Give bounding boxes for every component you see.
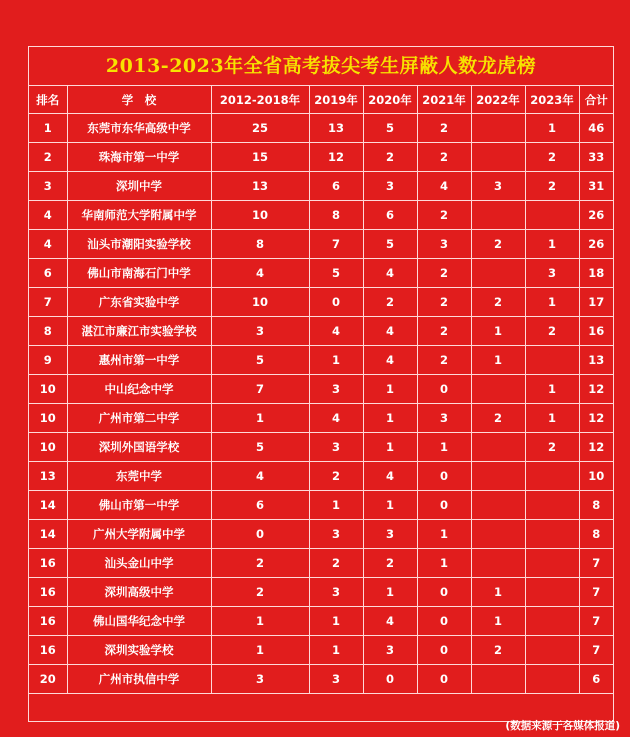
y2020-cell: 1 — [363, 404, 417, 433]
header-row — [29, 86, 613, 114]
school-cell: 深圳外国语学校 — [67, 433, 211, 462]
total-cell: 33 — [579, 143, 613, 172]
total-cell: 12 — [579, 404, 613, 433]
y2023-cell — [525, 607, 579, 636]
table-row — [29, 578, 613, 607]
y2021-cell: 2 — [417, 259, 471, 288]
y2022-cell — [471, 143, 525, 172]
y2023-cell — [525, 636, 579, 665]
total-cell: 18 — [579, 259, 613, 288]
y2023-cell — [525, 201, 579, 230]
school-cell: 深圳实验学校 — [67, 636, 211, 665]
y2023-cell: 1 — [525, 230, 579, 259]
y2012-2018-cell: 1 — [211, 636, 309, 665]
y2021-cell: 0 — [417, 491, 471, 520]
y2012-2018-cell: 10 — [211, 201, 309, 230]
rank-cell: 10 — [29, 375, 67, 404]
y2023-cell — [525, 549, 579, 578]
table-row — [29, 230, 613, 259]
school-cell: 广州市第二中学 — [67, 404, 211, 433]
y2019-cell: 3 — [309, 520, 363, 549]
y2022-cell — [471, 462, 525, 491]
school-cell: 东莞市东华高级中学 — [67, 114, 211, 143]
y2022-cell — [471, 433, 525, 462]
y2020-cell: 5 — [363, 230, 417, 259]
ranking-table — [29, 86, 613, 694]
y2012-2018-cell: 4 — [211, 462, 309, 491]
table-row — [29, 201, 613, 230]
school-cell: 深圳高级中学 — [67, 578, 211, 607]
y2021-cell: 0 — [417, 578, 471, 607]
y2012-2018-cell: 13 — [211, 172, 309, 201]
y2012-2018-cell: 5 — [211, 346, 309, 375]
y2022-cell: 1 — [471, 346, 525, 375]
total-cell: 46 — [579, 114, 613, 143]
y2020-cell: 4 — [363, 607, 417, 636]
y2012-2018-cell: 8 — [211, 230, 309, 259]
y2019-cell: 1 — [309, 491, 363, 520]
y2020-cell: 3 — [363, 520, 417, 549]
y2021-cell: 2 — [417, 114, 471, 143]
y2021-cell: 0 — [417, 375, 471, 404]
y2022-cell — [471, 549, 525, 578]
y2019-cell: 4 — [309, 317, 363, 346]
school-cell: 湛江市廉江市实验学校 — [67, 317, 211, 346]
rank-cell: 8 — [29, 317, 67, 346]
data-source-note: (数据来源于各媒体报道) — [505, 720, 620, 732]
table-row — [29, 520, 613, 549]
table-row — [29, 114, 613, 143]
y2021-cell: 3 — [417, 230, 471, 259]
y2020-cell: 3 — [363, 636, 417, 665]
y2012-2018-cell: 6 — [211, 491, 309, 520]
y2021-cell: 0 — [417, 636, 471, 665]
y2020-cell: 2 — [363, 143, 417, 172]
rank-cell: 16 — [29, 578, 67, 607]
school-cell: 广东省实验中学 — [67, 288, 211, 317]
school-cell: 佛山国华纪念中学 — [67, 607, 211, 636]
school-cell: 惠州市第一中学 — [67, 346, 211, 375]
table-row — [29, 433, 613, 462]
y2019-cell: 2 — [309, 462, 363, 491]
y2023-cell: 1 — [525, 114, 579, 143]
y2019-cell: 1 — [309, 607, 363, 636]
y2021-cell: 1 — [417, 549, 471, 578]
y2023-cell: 2 — [525, 317, 579, 346]
table-row — [29, 172, 613, 201]
y2022-cell: 1 — [471, 317, 525, 346]
header-2022: 2022年 — [471, 86, 525, 114]
y2021-cell: 0 — [417, 462, 471, 491]
y2023-cell — [525, 520, 579, 549]
y2012-2018-cell: 1 — [211, 404, 309, 433]
y2021-cell: 4 — [417, 172, 471, 201]
rank-cell: 14 — [29, 491, 67, 520]
y2022-cell: 1 — [471, 607, 525, 636]
table-row — [29, 317, 613, 346]
school-cell: 佛山市第一中学 — [67, 491, 211, 520]
table-row — [29, 259, 613, 288]
y2023-cell: 1 — [525, 288, 579, 317]
school-cell: 中山纪念中学 — [67, 375, 211, 404]
total-cell: 8 — [579, 520, 613, 549]
y2019-cell: 13 — [309, 114, 363, 143]
y2012-2018-cell: 10 — [211, 288, 309, 317]
header-rank: 排名 — [29, 86, 67, 114]
school-cell: 佛山市南海石门中学 — [67, 259, 211, 288]
rank-cell: 2 — [29, 143, 67, 172]
y2021-cell: 2 — [417, 143, 471, 172]
y2021-cell: 3 — [417, 404, 471, 433]
y2023-cell: 2 — [525, 172, 579, 201]
y2023-cell — [525, 462, 579, 491]
total-cell: 16 — [579, 317, 613, 346]
y2012-2018-cell: 25 — [211, 114, 309, 143]
header-school: 学 校 — [67, 86, 211, 114]
y2020-cell: 1 — [363, 375, 417, 404]
y2019-cell: 12 — [309, 143, 363, 172]
rank-cell: 9 — [29, 346, 67, 375]
y2019-cell: 6 — [309, 172, 363, 201]
y2020-cell: 3 — [363, 172, 417, 201]
y2022-cell — [471, 665, 525, 694]
y2022-cell: 2 — [471, 288, 525, 317]
y2023-cell: 1 — [525, 404, 579, 433]
y2021-cell: 2 — [417, 201, 471, 230]
y2019-cell: 1 — [309, 346, 363, 375]
y2019-cell: 3 — [309, 665, 363, 694]
header-2012-2018: 2012-2018年 — [211, 86, 309, 114]
header-2020: 2020年 — [363, 86, 417, 114]
y2012-2018-cell: 2 — [211, 549, 309, 578]
rank-cell: 10 — [29, 433, 67, 462]
table-row — [29, 549, 613, 578]
y2020-cell: 2 — [363, 549, 417, 578]
school-cell: 广州市执信中学 — [67, 665, 211, 694]
total-cell: 7 — [579, 636, 613, 665]
y2022-cell — [471, 491, 525, 520]
y2023-cell — [525, 491, 579, 520]
y2020-cell: 1 — [363, 433, 417, 462]
y2012-2018-cell: 1 — [211, 607, 309, 636]
y2020-cell: 4 — [363, 346, 417, 375]
school-cell: 珠海市第一中学 — [67, 143, 211, 172]
header-2019: 2019年 — [309, 86, 363, 114]
school-cell: 东莞中学 — [67, 462, 211, 491]
table-title: 2013-2023年全省高考拔尖考生屏蔽人数龙虎榜 — [29, 47, 613, 86]
total-cell: 31 — [579, 172, 613, 201]
y2019-cell: 0 — [309, 288, 363, 317]
school-cell: 华南师范大学附属中学 — [67, 201, 211, 230]
y2023-cell — [525, 665, 579, 694]
y2012-2018-cell: 15 — [211, 143, 309, 172]
total-cell: 26 — [579, 230, 613, 259]
rank-cell: 20 — [29, 665, 67, 694]
y2012-2018-cell: 4 — [211, 259, 309, 288]
table-row — [29, 665, 613, 694]
y2020-cell: 4 — [363, 259, 417, 288]
y2021-cell: 0 — [417, 607, 471, 636]
y2022-cell — [471, 201, 525, 230]
y2023-cell: 2 — [525, 143, 579, 172]
y2021-cell: 1 — [417, 433, 471, 462]
y2019-cell: 3 — [309, 578, 363, 607]
y2021-cell: 2 — [417, 346, 471, 375]
total-cell: 7 — [579, 549, 613, 578]
y2020-cell: 4 — [363, 317, 417, 346]
table-row — [29, 288, 613, 317]
y2022-cell: 3 — [471, 172, 525, 201]
y2019-cell: 7 — [309, 230, 363, 259]
y2019-cell: 4 — [309, 404, 363, 433]
y2019-cell: 3 — [309, 375, 363, 404]
y2022-cell: 2 — [471, 230, 525, 259]
table-row — [29, 636, 613, 665]
y2021-cell: 0 — [417, 665, 471, 694]
rank-cell: 1 — [29, 114, 67, 143]
y2012-2018-cell: 0 — [211, 520, 309, 549]
header-2021: 2021年 — [417, 86, 471, 114]
y2023-cell: 1 — [525, 375, 579, 404]
total-cell: 17 — [579, 288, 613, 317]
y2019-cell: 1 — [309, 636, 363, 665]
table-row — [29, 143, 613, 172]
rank-cell: 13 — [29, 462, 67, 491]
table-row — [29, 375, 613, 404]
rank-cell: 3 — [29, 172, 67, 201]
total-cell: 12 — [579, 375, 613, 404]
y2012-2018-cell: 3 — [211, 317, 309, 346]
rank-cell: 16 — [29, 607, 67, 636]
y2012-2018-cell: 3 — [211, 665, 309, 694]
y2012-2018-cell: 5 — [211, 433, 309, 462]
school-cell: 汕头市潮阳实验学校 — [67, 230, 211, 259]
y2022-cell — [471, 114, 525, 143]
total-cell: 8 — [579, 491, 613, 520]
total-cell: 26 — [579, 201, 613, 230]
rank-cell: 7 — [29, 288, 67, 317]
y2023-cell: 2 — [525, 433, 579, 462]
total-cell: 10 — [579, 462, 613, 491]
y2020-cell: 5 — [363, 114, 417, 143]
y2021-cell: 2 — [417, 288, 471, 317]
y2020-cell: 0 — [363, 665, 417, 694]
y2022-cell — [471, 375, 525, 404]
y2012-2018-cell: 7 — [211, 375, 309, 404]
rank-cell: 6 — [29, 259, 67, 288]
table-row — [29, 346, 613, 375]
total-cell: 6 — [579, 665, 613, 694]
school-cell: 深圳中学 — [67, 172, 211, 201]
y2020-cell: 2 — [363, 288, 417, 317]
y2022-cell — [471, 259, 525, 288]
y2020-cell: 4 — [363, 462, 417, 491]
header-total: 合计 — [579, 86, 613, 114]
y2020-cell: 1 — [363, 491, 417, 520]
total-cell: 13 — [579, 346, 613, 375]
y2023-cell — [525, 578, 579, 607]
y2022-cell: 2 — [471, 636, 525, 665]
total-cell: 7 — [579, 607, 613, 636]
school-cell: 汕头金山中学 — [67, 549, 211, 578]
y2022-cell — [471, 520, 525, 549]
ranking-frame — [28, 46, 614, 722]
school-cell: 广州大学附属中学 — [67, 520, 211, 549]
y2021-cell: 2 — [417, 317, 471, 346]
table-row — [29, 404, 613, 433]
y2021-cell: 1 — [417, 520, 471, 549]
table-row — [29, 462, 613, 491]
total-cell: 12 — [579, 433, 613, 462]
rank-cell: 16 — [29, 636, 67, 665]
rank-cell: 14 — [29, 520, 67, 549]
y2023-cell: 3 — [525, 259, 579, 288]
total-cell: 7 — [579, 578, 613, 607]
y2022-cell: 1 — [471, 578, 525, 607]
y2019-cell: 8 — [309, 201, 363, 230]
y2012-2018-cell: 2 — [211, 578, 309, 607]
rank-cell: 4 — [29, 201, 67, 230]
rank-cell: 4 — [29, 230, 67, 259]
y2019-cell: 5 — [309, 259, 363, 288]
table-row — [29, 607, 613, 636]
y2019-cell: 2 — [309, 549, 363, 578]
table-row — [29, 491, 613, 520]
rank-cell: 10 — [29, 404, 67, 433]
y2019-cell: 3 — [309, 433, 363, 462]
table-body — [29, 114, 613, 694]
y2020-cell: 6 — [363, 201, 417, 230]
rank-cell: 16 — [29, 549, 67, 578]
y2020-cell: 1 — [363, 578, 417, 607]
y2022-cell: 2 — [471, 404, 525, 433]
header-2023: 2023年 — [525, 86, 579, 114]
y2023-cell — [525, 346, 579, 375]
